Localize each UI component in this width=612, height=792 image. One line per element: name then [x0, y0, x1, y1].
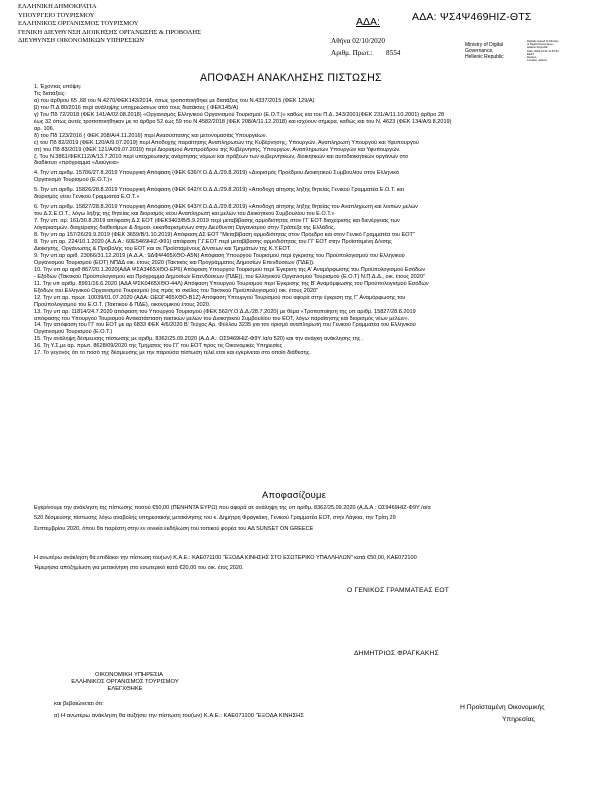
protocol-label: Αριθμ. Πρωτ.: [331, 49, 373, 57]
body-line: 1. Έχοντας υπόψη: [34, 84, 82, 90]
closing-line: Ήμερήσια αποζημίωση για μετακίνηση στο εσωτερικό κατά €20,00 του οικ. έτος 2020. [34, 565, 244, 572]
body-line: αρ. 106. [34, 125, 55, 132]
body-line: διορισμός νέου Γενικού Γραμματέα Ε.Ο.Τ.» [34, 194, 140, 201]
financial-service-block [40, 672, 210, 694]
header-line: ΕΛΛΗΝΙΚΗ ΔΗΜΟΚΡΑΤΙΑ [18, 3, 97, 10]
body-line: 8. Την υπ αρ 157/26/29.9.2019 (ΦΕΚ 3659/Β/1.10.2019) Απόφαση ΔΣ ΕΟΤ "Μεταβίβαση αρμοδιότητας στον Πρόεδρο και στον Γενικό Γραμματέα του ΕΟΤ" [34, 232, 415, 239]
body-line: Τις διατάξεις: [34, 90, 66, 97]
body-line: 16. Τη Υ.Σ.με αρ. πρωτ. 8628/09/2020 της Τμηματος του ΓΓ του ΕΟΤ προς τις Οικονομικές Υπηρεσίες . [34, 343, 286, 350]
body-line: 8. Την υπ.αρ. 224/10.1.2020 (Α.Δ.Α.: 60Ε5469ΗΙΖ-Φ91) απόφαση Γ.Γ.ΕΟΤ περί μεταβίβασης αρμοδιότητας του ΓΓ ΕΟΤ στην Προϊσταμένη Δ/νσης [34, 239, 392, 246]
digital-signature-stamp [465, 43, 504, 61]
header-line: ΔΙΕΥΘΥΝΣΗ ΟΙΚΟΝΟΜΙΚΩΝ ΥΠΗΡΕΣΙΩΝ [18, 37, 144, 45]
body-line: 15. Την ανάληψη δέσμευσης πίστωσης με αριθμ. 8362/25.09.2020 (Α.Δ.Α.: ΩΣ9469ΗΙΖ-Φ9Υ /α/α 520) και την ανάγκη ανάκλησης της . [34, 336, 364, 343]
body-line: Οργανισμό Τουρισμού (Ε.Ο.Τ.)» [34, 177, 113, 184]
stamp-detail: EEST [527, 52, 535, 56]
signatory-title: Ο ΓΕΝΙΚΟΣ ΓΡΑΜΜΑΤΕΑΣ ΕΟΤ [347, 587, 450, 594]
body-line: 14. Την απόφαση του ΓΓ του ΕΟΤ με αρ 6833 ΦΕΚ 4/6/2020 Β' Τεύχος Αρ. Φύλλου 3235 για τον ορισμό αναπληρωτή του Γενικού Γραμματέα του Ελληνικού [34, 322, 416, 329]
body-line: Οργανισμού Τουρισμού (ΕΟΤ) ΝΠΔΔ οικ. έτους 2020 (Τακτικός και Προγράμματος Δημοσίων Επενδύσεων (ΠΔΕ)). [34, 259, 315, 266]
issuer-header [18, 3, 201, 46]
stamp-detail: Hellenic Republic [527, 46, 548, 50]
body-line: απόφασης του Υπουργού Τουρισμού Αντικατάσταση τακτικών μελών του Διοικητικού Συμβουλίου του ΕΟΤ, λόγω παραίτησης και διορισμός νέων μελών». [34, 315, 410, 322]
considerations-body [34, 84, 594, 357]
body-line: 17. Το γεγονός ότι το ποσό της δέσμευσης με την παρούσα πίστωση τελεί ετσι και εγκρίνεται στο οποίο διάθεσης. [34, 350, 311, 357]
body-line: - Εξόδων (Τακτικού Προϋπολογισμού και Πρόγραμμα Δημοσίων Επενδύσεων (ΠΔΕ)), του Ελληνικού Οργανισμού Τουρισμού (Ε.Ο.Τ) Ν.Π.Δ.Δ., οικ. έτους 2020" [34, 273, 425, 280]
decision-line: Σεπτεμβρίου 2020, όπου θα παρέστη στην εν οινικία εκδήλωση του τοπικού φορέα του ΑΔ SUNSET ON GREECE [34, 525, 314, 532]
header-line: ΓΕΝΙΚΗ ΔΙΕΥΘΥΝΣΗ ΔΙΟΙΚΗΣΗΣ ΟΡΓΑΝΩΣΗΣ & ΠΡΟΒΟΛΗΣ [18, 28, 202, 36]
financial-line: ΕΛΛΗΝΙΚΟΣ ΟΡΓΑΝΙΣΜΟΣ ΤΟΥΡΙΣΜΟΥ [71, 679, 179, 686]
decision-body [34, 503, 594, 534]
body-line: α) του άρθρου 65 ,68 του Ν.4270/ΦΕΚ143/2014, όπως τροποποιήθηκε με διατάξεις του Ν.4337/2015 (ΦΕΚ 129/Α) [34, 97, 315, 104]
body-line: 12. Την υπ αρ. πρωτ. 10039/01.07.2020 (ΑΔΑ: ΩΕΩΓ465ΧΘΟ-Β1Ζ) Απόφαση Υπουργού Τουρισμού που αφορά στην έγκριση της Γ' Αναμόρφωσης του [34, 294, 406, 301]
protocol-number: 8554 [386, 49, 401, 57]
stamp-line: Governance, [465, 47, 494, 54]
stamp-line: Ministry of Digital [465, 42, 504, 48]
body-line: διαδίκτυο «πρόγραμμα «Διαύγεια» [34, 160, 119, 167]
body-line: έως 32 όπως αυτές τροποποιήθηκαν με το άρθρο 52 έως 59 του Ν.4582/2018 (ΦΕΚ 208/Α/11.12.2018) και ισχύουν σήμερα, καθώς και του Ν. 4623 (ΦΕΚ 134/Α/9.8.2019) [34, 118, 452, 125]
body-line: β) του Π.Δ 80/2016 περί ανάληψης υποχρεώσεων από τους διατάκτες ( ΦΕΚ145/Α) [34, 104, 239, 111]
body-line: Προϋπολογισμού του Ε.Ο.Τ. (Τακτικού & ΠΔΕ), οικονομικού έτους 2020. [34, 301, 211, 308]
stamp-detail: Location: Athens [527, 59, 547, 63]
body-line: 13. Την υπ αρ. 11814/24.7.2020 απόφαση του Υπουργού Τουρισμού (ΦΕΚ 562/Υ.Ο.Δ.Δ./28.7.2020) με θέμα «Τροποποίηση της υπ αριθμ. 15827/28.8.2019 [34, 308, 416, 315]
document-title: ΑΠΟΦΑΣΗ ΑΝΑΚΛΗΣΗΣ ΠΙΣΤΩΣΗΣ [200, 72, 382, 84]
body-line: στ) του Πδ 83/2019 (ΦΕΚ 121/Α/09.07.2019) περί Διορισμού Αντιπροέδρου της Κυβέρνησης, Υπουργών, Αναπληρωτών Υπουργών και Υφυπουργών. [34, 146, 401, 153]
header-line: ΥΠΟΥΡΓΕΙΟ ΤΟΥΡΙΣΜΟΥ [18, 11, 95, 19]
digital-signature-details [527, 40, 559, 62]
body-line: δ) του Πδ 123/2016 ( ΦΕΚ 208/Α/4.11.2016) περί Ανασύστασης και μετονομασίας Υπουργείων. [34, 132, 268, 139]
body-line: 7. Την υπ. αρ. 161/30.8.2019 απόφαση Δ.Σ ΕΟΤ (ΦΕΚ3403/Β/5.9.2019 περί μεταβίβασης αρμοδιότητας στον ΓΓ ΕΟΤ διαχείρισης και διενέργειας των [34, 218, 400, 225]
body-line: λογαριασμών, διαχείρισης διαθεσίμων & δημοσ. εκκαθαρισμένων στην Διεύθυνση Οργανισμού στην Τράπεζα της Ελλάδος. [34, 225, 336, 232]
closing-body [34, 553, 594, 574]
body-line: Οργανισμού Τουρισμού (Ε.Ο.Τ.) [34, 329, 113, 336]
body-line: ζ. Του Ν.3861/ΦΕΚ112/Α/13.7.2010 περί υποχρεωτικής ανάρτησης νόμων και πράξεων των κυβερνητικών, διοικητικών και αυτοδιοικητικών οργάνων στο [34, 153, 409, 160]
body-line: 6. Την υπ.αριθμ. 15827/28.8.2019 Υπουργική Απόφαση (ΦΕΚ 643/Υ.Ο.Δ.Δ./29.8.2019) «Αποδοχή αίτησης λήξης θητείας του Αναπληρωτή και λοιπών μελών [34, 204, 418, 211]
decision-heading: Αποφασίζουμε [262, 489, 327, 500]
closing-line: Η ανωτέρω ανάκληση θα επιδίοκει την πίστωση του(ων) Κ.Α.Ε.: ΚΑΕ071100 "ΕΞΟΔΑ ΚΙΝΗΣΗΣ ΣΤΟ ΕΣΩΤΕΡΙΚΟ ΥΠΑΛΛΗΛΩΝ" κατά €50,00, ΚΑΕ072100 [34, 555, 417, 561]
stamp-detail: Digitally signed by Ministry [527, 40, 559, 43]
body-line: Διοίκησης, Οργάνωσης & Προβολής του ΕΟΤ και σε Προϊσταμένους Δ/νσεων και Τμημάτων της Κ.Υ.ΕΟΤ. [34, 245, 291, 252]
stamp-detail: Reason: [527, 56, 538, 60]
certification-note: και βεβαιώνεται ότι: [54, 701, 104, 707]
body-line: 9. Την υπ.αρ αριθ. 23066/31.12.2019 (Α.Δ.Α.: 9ΔΦΨ465ΧΘΟ-Α5Ν) Απόφαση Υπουργού Τουρισμού περί έγκρισης του Προϋπολογισμού του Ελληνικού [34, 252, 405, 259]
body-line: του Δ.Σ.Ε.Ο.Τ., λόγω λήξης της θητείας και διορισμός νέου Αναπληρωτή και μελών του Διοικητικού Συμβουλίου του Ε.Ο.Τ.» [34, 211, 335, 218]
body-line: Εξόδων του Ελληνικού Οργανισμού Τουρισμού (οις πρός το σκέλος του Τακτικού Προϋπολογισμού) οικ. έτους 2020" [34, 287, 319, 294]
body-line: 4. Την υπ.αριθμ. 15706/27.8.2019 Υπουργική Απόφαση (ΦΕΚ 636/Υ.Ο.Δ.Δ./29.8.2019) «Διορισμός Προέδρου Διοικητικού Συμβουλίου στον Ελληνικό [34, 170, 399, 177]
decision-line: Εγκρίνουμε την ανάκληση της πίστωσης ποσού €50,00 (ΠΕΝΗΝΤΑ ΕΥΡΩ) που αφορά σε ανάληψη της υπ αριθμ. 8362/25.09.2020 (Α.Δ.Α.: ΩΣ9469ΗΙΖ-Φ9Υ /α/α [34, 505, 431, 511]
body-line: γ) Του Πδ 72/2018 (ΦΕΚ 141/Α/02.08.2018) «Οργανισμός Ελληνικού Οργανισμού Τουρισμού (Ε.Ο.Τ.)» καθώς και του Π.Δ. 343/2001(ΦΕΚ 231/Α/11.10.2001) άρθρο 28 [34, 111, 445, 118]
stamp-line: Hellenic Republic [465, 53, 504, 60]
signatory-name: ΔΗΜΗΤΡΙΟΣ ΦΡΑΓΚΑΚΗΣ [354, 650, 439, 657]
financial-line: ΟΙΚΟΝΟΜΙΚΗ ΥΠΗΡΕΣΙΑ [94, 672, 164, 678]
document-date: Αθήνα 02/10/2020 [331, 37, 385, 45]
ada-code: ΑΔΑ: ΨΣ4Ψ469ΗΙΖ-ΘΤΣ [412, 11, 532, 23]
certification-detail: α) Η ανωτέρω ανάκληση θα αυξήσει την πίστωση του(ων) Κ.Α.Ε.: ΚΑΕ071100 "ΕΞΟΔΑ ΚΙΝΗΣΗΣ [54, 713, 304, 719]
financial-line: ΕΛΕΓΧΘΗΚΕ [107, 686, 143, 693]
head-of-finance-dept: Υπηρεσίας [502, 716, 535, 723]
head-of-finance-title: Η Προϊσταμένη Οικονομικής [460, 704, 545, 711]
body-line: 11. Την υπ αριθμ. 8991/16.6.2020 (ΑΔΑ ΨΣΚ0465ΧΘΟ-44Λ) Απόφαση Υπουργού Τουρισμού περί Έγκρισης της Β' Αναμόρφωσης του Προϋπολογισμού Εσόδων [34, 280, 429, 287]
stamp-detail: Date: 2020.10.02 11:53:34 [527, 49, 559, 53]
ada-label: ΑΔΑ: [356, 16, 380, 28]
stamp-detail: of Digital Governance, [527, 43, 554, 47]
body-line: 10. Την υπ αρ αριθ 867/20.1.2020(ΑΔΑ ΨΣΑ3465ΧΘΟ-ΕΡ6) Απόφαση Υπουργού Τουρισμού περί Έγκριση της Α' Αναμόρφωσης του Προϋπολογισμού Εσόδων [34, 266, 426, 273]
decision-line: 520 δέσμευσης πίστωσης λόγω αναβολής υπηρεσιακής μετακίνησης του κ. Δημήτρη Φραγκάκη, Γενικού Γραμματέα ΕΟΤ, στην Λάγκια, την Τρίτη 29 [34, 515, 396, 522]
header-line: ΕΛΛΗΝΙΚΟΣ ΟΡΓΑΝΙΣΜΟΣ ΤΟΥΡΙΣΜΟΥ [18, 20, 139, 28]
body-line: 5. Την υπ.αριθμ. 15826/28.8.2019 Υπουργική Απόφαση (ΦΕΚ 642/Υ.Ο.Δ.Δ./29.8.2019) «Αποδοχή αίτησης λήξης θητείας Γενικού Γραμματέα Ε.Ο.Τ. και [34, 187, 404, 194]
body-line: ε) του Πδ 82/2019 (ΦΕΚ 120/Α/9.07.2019) περί Αποδοχής παραίτησης Αναπληρωτών της Κυβέρνησης, Υπουργών, Αναπληρωτή Υπουργού και Υφυπουργού [34, 139, 419, 146]
